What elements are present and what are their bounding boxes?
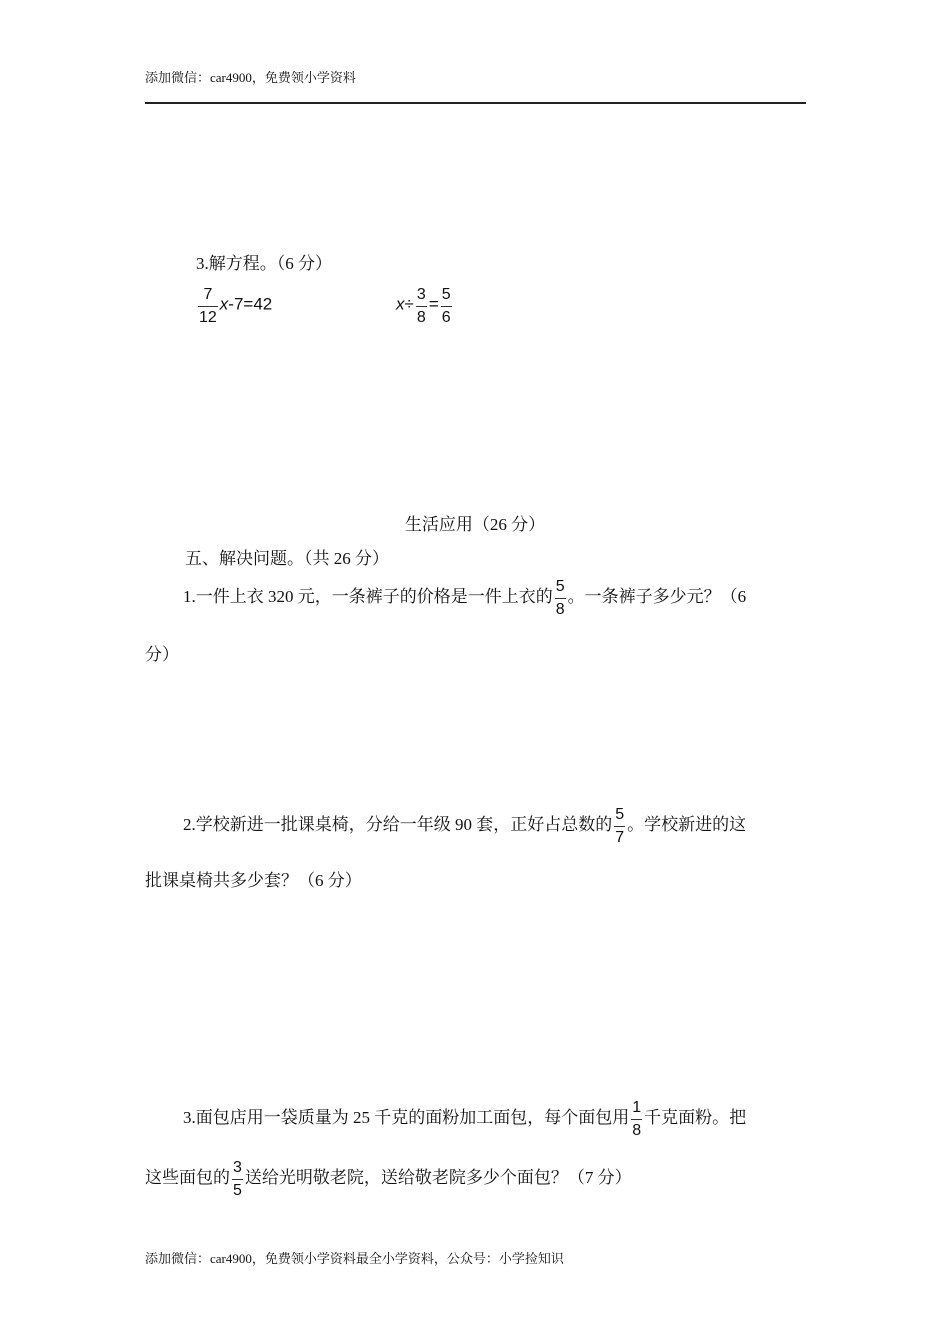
equation-2-fraction-2 <box>441 286 452 326</box>
equation-1-rest: -7=42 <box>228 294 273 314</box>
question-2-line-1 <box>183 806 746 846</box>
question-2-text-b: 。学校新进的这 <box>627 814 747 834</box>
fraction-denominator: 8 <box>416 309 426 326</box>
section-3-title: 3.解方程。（6 分） <box>196 254 332 273</box>
equation-1-fraction <box>198 286 218 326</box>
fraction-numerator: 5 <box>555 578 565 595</box>
fraction-bar <box>441 306 452 307</box>
question-3-text-a: 3.面包店用一袋质量为 25 千克的面粉加工面包，每个面包用 <box>183 1107 630 1127</box>
question-2-fraction <box>614 806 625 846</box>
header-text: 添加微信：car4900，免费领小学资料 <box>145 70 356 85</box>
fraction-denominator: 12 <box>199 309 217 326</box>
equation-2-fraction-1 <box>416 286 427 326</box>
fraction-numerator: 7 <box>203 286 213 303</box>
question-3-text-c: 这些面包的 <box>145 1167 230 1187</box>
fraction-numerator: 5 <box>615 806 625 823</box>
question-3-fraction-1 <box>631 1099 642 1139</box>
question-3-text-b: 千克面粉。把 <box>644 1107 747 1127</box>
equation-1-variable: x <box>219 294 229 314</box>
equation-2-variable: x <box>396 294 405 314</box>
footer-text: 添加微信：car4900，免费领小学资料最全小学资料，公众号：小学捡知识 <box>145 1251 564 1266</box>
fraction-bar <box>232 1179 243 1180</box>
fraction-numerator: 3 <box>233 1159 242 1176</box>
header-divider <box>145 102 806 104</box>
fraction-denominator: 6 <box>441 309 451 326</box>
fraction-numerator: 5 <box>441 286 451 303</box>
equation-2 <box>396 286 454 326</box>
question-1-text-a: 1.一件上衣 320 元，一条裤子的价格是一件上衣的 <box>183 586 553 606</box>
question-3-line-1 <box>183 1099 746 1139</box>
question-3-line-2 <box>145 1159 632 1199</box>
equation-2-equals-sign: = <box>428 294 439 314</box>
question-2-text-a: 2.学校新进一批课桌椅，分给一年级 90 套，正好占总数的 <box>183 814 613 834</box>
fraction-numerator: 3 <box>416 286 426 303</box>
question-1-line-1 <box>183 578 746 618</box>
question-3-fraction-2 <box>232 1159 243 1199</box>
fraction-denominator: 5 <box>233 1182 242 1199</box>
question-1-line-2: 分） <box>145 645 179 664</box>
fraction-denominator: 8 <box>632 1122 642 1139</box>
life-application-heading: 生活应用（26 分） <box>404 515 546 534</box>
question-1-fraction <box>555 578 566 618</box>
question-1-text-b: 。一条裤子多少元？（6 <box>567 586 747 606</box>
question-3-text-d: 送给光明敬老院，送给敬老院多少个面包？（7 分） <box>244 1167 632 1187</box>
fraction-bar <box>198 306 218 307</box>
fraction-numerator: 1 <box>632 1099 642 1116</box>
fraction-denominator: 8 <box>555 601 565 618</box>
equation-1 <box>196 286 272 326</box>
equation-2-divide-sign: ÷ <box>404 294 414 314</box>
fraction-bar <box>416 306 427 307</box>
fraction-bar <box>614 826 625 827</box>
fraction-denominator: 7 <box>615 829 625 846</box>
question-2-line-2: 批课桌椅共多少套？（6 分） <box>145 871 362 890</box>
fraction-bar <box>631 1119 642 1120</box>
section-5-title: 五、解决问题。（共 26 分） <box>185 549 389 568</box>
fraction-bar <box>555 598 566 599</box>
